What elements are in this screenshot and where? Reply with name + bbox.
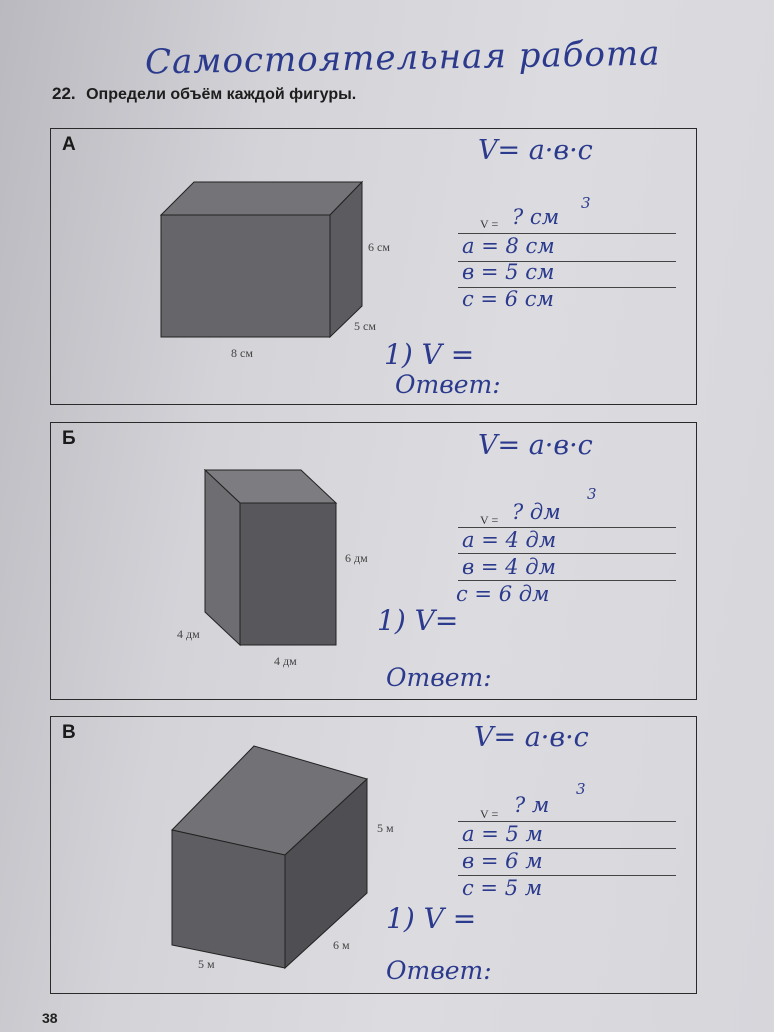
handwritten-heading: Самостоятельная работа: [144, 33, 661, 83]
section-c-v-exponent: 3: [576, 780, 586, 798]
section-a-answer: Ответ:: [395, 370, 501, 399]
section-b-solution-step: 1) V=: [377, 604, 459, 637]
section-c-given-a: a = 5 м: [462, 822, 543, 846]
cuboid-b-width-label: 4 дм: [274, 654, 297, 668]
section-a-formula: V= a·в·c: [478, 135, 593, 166]
task-text: Определи объём каждой фигуры.: [86, 86, 357, 103]
section-b-given-b: в = 4 дм: [462, 555, 556, 579]
section-a-label: А: [62, 134, 76, 155]
cuboid-c-width-label: 5 м: [198, 957, 215, 971]
cuboid-b-depth-label: 4 дм: [177, 627, 200, 641]
section-b-formula: V= a·в·c: [478, 430, 593, 461]
page-number: 38: [42, 1010, 58, 1026]
task-number: 22.: [52, 84, 76, 103]
cuboid-c-depth-label: 6 м: [333, 938, 350, 952]
section-a-given-c: c = 6 см: [462, 287, 554, 311]
section-c-given-c: c = 5 м: [462, 876, 543, 900]
cuboid-a-height-label: 6 см: [368, 240, 390, 254]
section-b-label: Б: [62, 428, 76, 449]
cuboid-b-height-label: 6 дм: [345, 551, 368, 565]
cuboid-a-width-label: 8 см: [231, 346, 253, 360]
section-c-formula: V= a·в·c: [474, 722, 589, 753]
section-a-given-b: в = 5 см: [462, 260, 555, 284]
section-c-v-printed: V =: [480, 807, 499, 821]
section-a-solution-step: 1) V =: [384, 338, 475, 371]
cuboid-a-depth-label: 5 см: [354, 319, 376, 333]
section-b-v-unit: ? дм: [512, 500, 561, 524]
section-a-v-unit: ? см: [512, 205, 560, 229]
section-c-given-b: в = 6 м: [462, 849, 543, 873]
section-b-v-printed: V =: [480, 513, 499, 527]
section-b-given-c: c = 6 дм: [456, 582, 550, 606]
section-b-answer: Ответ:: [386, 663, 492, 692]
section-b-given-a: a = 4 дм: [462, 528, 557, 552]
section-a-given-a: a = 8 см: [462, 234, 555, 258]
section-c-solution-step: 1) V =: [386, 902, 477, 935]
cuboid-c-height-label: 5 м: [377, 821, 394, 835]
section-a-v-printed: V =: [480, 217, 499, 231]
section-a-v-exponent: 3: [581, 194, 591, 212]
section-b-v-exponent: 3: [587, 485, 597, 503]
section-c-label: В: [62, 722, 76, 743]
section-c-answer: Ответ:: [386, 956, 492, 985]
section-c-v-unit: ? м: [514, 793, 550, 817]
